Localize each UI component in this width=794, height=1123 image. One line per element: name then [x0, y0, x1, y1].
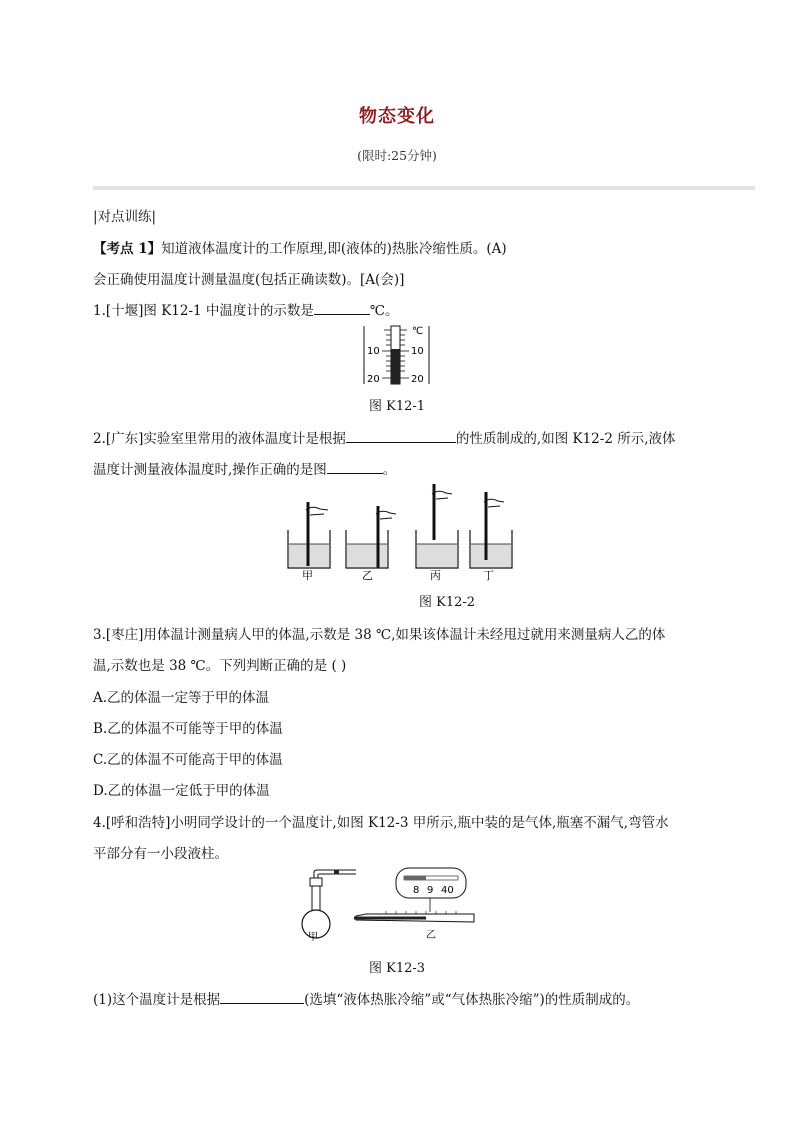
kaodian-1 — [93, 237, 507, 257]
question-2-line-1 — [93, 427, 676, 447]
zoom-label-9: 9 — [427, 885, 434, 896]
q2-line2-prefix: 温度计测量液体温度时,操作正确的是图 — [93, 462, 327, 478]
time-limit: (限时:25分钟) — [357, 148, 437, 163]
beaker-label-jia: 甲 — [302, 569, 313, 582]
beaker-ding — [470, 492, 512, 582]
question-4-line-1: 4.[呼和浩特]小明同学设计的一个温度计,如图 K12-3 甲所示,瓶中装的是气体,瓶塞不漏气,弯管水 — [93, 815, 669, 831]
q3-option-d[interactable]: D.乙的体温一定低于甲的体温 — [93, 783, 270, 799]
kaodian-line2: 会正确使用温度计测量温度(包括正确读数)。[A(会)] — [93, 272, 405, 288]
kaodian-tag: 【考点 1】 — [93, 241, 162, 257]
q3-option-b[interactable]: B.乙的体温不可能等于甲的体温 — [93, 721, 283, 737]
q2-suffix: 的性质制成的,如图 K12-2 所示,液体 — [455, 431, 676, 447]
unit-label: ℃ — [412, 326, 424, 337]
beaker-label-ding: 丁 — [483, 569, 494, 582]
q2-line2-suffix: 。 — [382, 462, 397, 478]
question-2-line-2 — [93, 458, 396, 478]
q4-sub1-prefix: (1)这个温度计是根据 — [93, 992, 221, 1008]
q1-suffix: ℃。 — [369, 303, 399, 319]
question-4-line-2: 平部分有一小段液柱。 — [93, 846, 228, 862]
q3-option-a[interactable]: A.乙的体温一定等于甲的体温 — [93, 690, 270, 706]
tick-label-left-20: 20 — [367, 374, 380, 385]
figure-caption-k12-1: 图 K12-1 — [368, 399, 426, 414]
q2-prefix: 2.[广东]实验室里常用的液体温度计是根据 — [93, 431, 346, 447]
beaker-label-yi: 乙 — [362, 569, 373, 582]
page-title: 物态变化 — [359, 106, 435, 127]
beakers-figure — [280, 480, 520, 582]
question-4-sub-1 — [93, 988, 639, 1008]
kaodian-text: 知道液体温度计的工作原理,即(液体的)热胀冷缩性质。(A) — [161, 241, 507, 257]
q4-sub1-suffix: (选填“液体热胀冷缩”或“气体热胀冷缩”)的性质制成的。 — [304, 992, 640, 1008]
header-divider — [93, 186, 755, 190]
gas-thermometer-figure — [296, 866, 476, 946]
tick-label-right-10: 10 — [411, 346, 424, 357]
q4-sub1-blank[interactable] — [220, 989, 304, 1004]
tick-label-left-10: 10 — [367, 346, 380, 357]
thermometer-yi — [354, 868, 474, 941]
zoom-label-40: 40 — [441, 885, 454, 896]
question-1 — [93, 299, 399, 319]
thermometer-scale-figure — [360, 322, 435, 388]
zoom-label-8: 8 — [413, 885, 420, 896]
figure-label-jia: 甲 — [308, 932, 318, 943]
question-3-line-1: 3.[枣庄]用体温计测量病人甲的体温,示数是 38 ℃,如果该体温计未经甩过就用来测量病人乙的体 — [93, 627, 666, 643]
figure-label-yi: 乙 — [426, 930, 436, 941]
q2-principle-blank[interactable] — [346, 428, 456, 443]
beaker-label-bing: 丙 — [430, 569, 441, 582]
figure-caption-k12-3: 图 K12-3 — [368, 961, 426, 976]
figure-caption-k12-2: 图 K12-2 — [418, 595, 476, 610]
q2-figure-blank[interactable] — [327, 459, 383, 474]
q3-option-c[interactable]: C.乙的体温不可能高于甲的体温 — [93, 752, 283, 768]
flask-jia — [302, 870, 356, 943]
q1-answer-blank[interactable] — [314, 300, 370, 315]
tick-label-right-20: 20 — [411, 374, 424, 385]
question-3-line-2: 温,示数也是 38 ℃。下列判断正确的是 ( ) — [93, 658, 347, 674]
beaker-bing — [416, 484, 458, 582]
beaker-jia — [288, 502, 330, 582]
q1-prefix: 1.[十堰]图 K12-1 中温度计的示数是 — [93, 303, 314, 319]
beaker-yi — [346, 506, 396, 582]
section-label: |对点训练| — [93, 209, 157, 225]
